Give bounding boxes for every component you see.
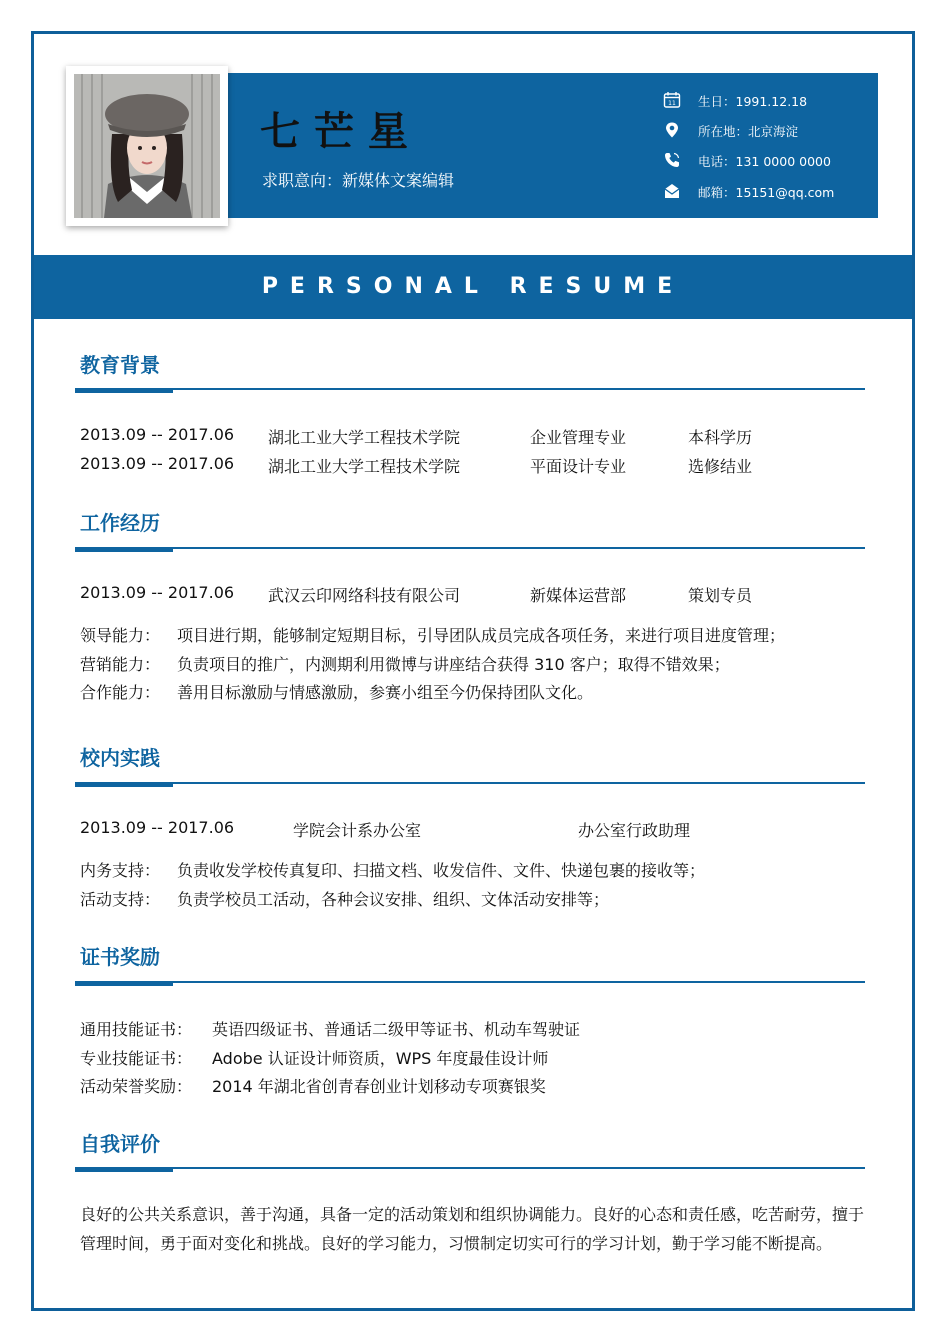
contact-phone [663,151,873,171]
cert-label-3: 活动荣誉奖励： [80,1077,193,1096]
education-divider-accent [75,388,173,393]
work-dept: 新媒体运营部 [530,586,627,605]
edu-school-2: 湖北工业大学工程技术学院 [268,457,461,476]
campus-item-text-2: 负责学校员工活动，各种会议安排、组织、文体活动安排等； [177,890,610,909]
cert-text-3: 2014 年湖北省创青春创业计划移动专项赛银奖 [212,1077,546,1096]
edu-period-2: 2013.09 -- 2017.06 [80,454,235,473]
edu-period-1: 2013.09 -- 2017.06 [80,425,235,444]
work-item-label-3: 合作能力： [80,683,161,702]
personal-resume-banner [34,255,912,319]
contact-location-text: 所在地：北京海淀 [698,124,799,139]
location-pin-icon [663,121,681,139]
edu-degree-2: 选修结业 [688,457,753,476]
campus-role: 办公室行政助理 [578,821,691,840]
work-item-text-1: 项目进行期，能够制定短期目标，引导团队成员完成各项任务，来进行项目进度管理； [177,626,786,645]
svg-text:11: 11 [668,100,676,107]
cert-text-1: 英语四级证书、普通话二级甲等证书、机动车驾驶证 [212,1020,581,1039]
edu-degree-1: 本科学历 [688,428,753,447]
cert-label-1: 通用技能证书： [80,1020,193,1039]
contact-location [663,121,873,141]
certs-divider [75,981,865,983]
self-title: 自我评价 [80,1132,160,1156]
cert-text-2: Adobe 认证设计师资质，WPS 年度最佳设计师 [212,1049,549,1068]
edu-major-2: 平面设计专业 [530,457,627,476]
phone-icon [663,151,681,169]
work-title: 工作经历 [80,511,160,535]
self-evaluation-text: 良好的公共关系意识，善于沟通，具备一定的活动策划和组织协调能力。良好的心态和责任感，吃苦耐劳，擅于管理时间，勇于面对变化和挑战。良好的学习能力，习惯制定切实可行的学习计划，勤于学习能不断提高。 [80,1205,865,1253]
cert-label-2: 专业技能证书： [80,1049,193,1068]
job-intent: 求职意向：新媒体文案编辑 [262,171,455,190]
banner-text: PERSONAL RESUME [261,274,685,299]
edu-major-1: 企业管理专业 [530,428,627,447]
campus-divider-accent [75,782,173,787]
work-divider-accent [75,547,173,552]
contact-email-text: 邮箱：15151@qq.com [698,185,835,200]
campus-item-text-1: 负责收发学校传真复印、扫描文档、收发信件、文件、快递包裹的接收等； [177,861,706,880]
mail-icon [663,182,681,200]
work-item-text-2: 负责项目的推广，内测期利用微博与讲座结合获得 310 客户；取得不错效果； [177,655,730,674]
candidate-name: 七芒星 [260,109,422,155]
certs-divider-accent [75,981,173,986]
calendar-icon [663,91,681,109]
profile-photo [66,66,228,226]
education-divider [75,388,865,390]
work-item-label-2: 营销能力： [80,655,161,674]
work-item-label-1: 领导能力： [80,626,161,645]
campus-item-label-2: 活动支持： [80,890,161,909]
campus-title: 校内实践 [80,746,160,770]
campus-org: 学院会计系办公室 [293,821,422,840]
work-item-text-3: 善用目标激励与情感激励，参赛小组至今仍保持团队文化。 [177,683,594,702]
campus-divider [75,782,865,784]
campus-period: 2013.09 -- 2017.06 [80,818,235,837]
certs-title: 证书奖励 [80,945,160,969]
work-divider [75,547,865,549]
work-period: 2013.09 -- 2017.06 [80,583,235,602]
contact-phone-text: 电话：131 0000 0000 [698,154,831,169]
campus-item-label-1: 内务支持： [80,861,161,880]
self-divider [75,1167,865,1169]
education-title: 教育背景 [80,353,160,377]
self-divider-accent [75,1167,173,1172]
contact-birthday-text: 生日：1991.12.18 [698,94,808,109]
work-role: 策划专员 [688,586,753,605]
profile-photo-image [74,74,220,218]
contact-email [663,182,873,202]
edu-school-1: 湖北工业大学工程技术学院 [268,428,461,447]
contact-birthday [663,91,873,111]
work-company: 武汉云印网络科技有限公司 [268,586,461,605]
